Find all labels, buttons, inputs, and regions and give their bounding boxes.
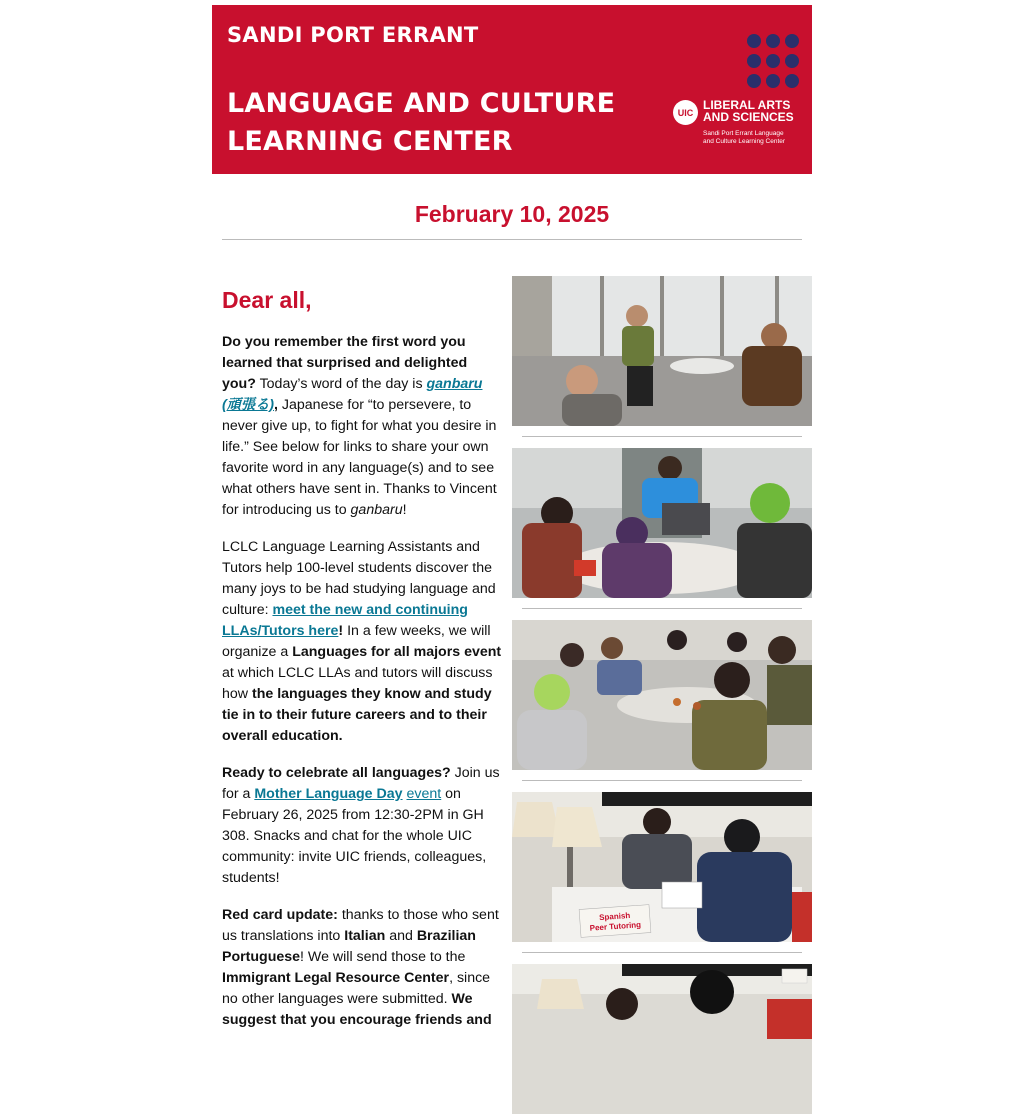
paragraph-tutors bbox=[222, 537, 504, 747]
text-bold: Immigrant Legal Resource Center bbox=[222, 970, 450, 986]
uic-logo-icon: UIC bbox=[673, 100, 698, 125]
center-title bbox=[227, 85, 615, 161]
photo-students-laptop bbox=[512, 448, 812, 598]
text: , since no other languages were submitted. bbox=[222, 970, 491, 1007]
text: LCLC Language Learning Assistants and Tutors help 100-level students discover the many joys to be had studying language and culture: bbox=[222, 539, 496, 618]
event-link[interactable]: event bbox=[406, 786, 442, 802]
text: on February 26, 2025 from 12:30-2PM in GH 308. Snacks and chat for the whole UIC community: invite UIC friends, colleagues, students! bbox=[222, 786, 487, 886]
divider bbox=[522, 780, 802, 781]
text: thanks to those who sent us translations into bbox=[222, 907, 499, 944]
text: Today’s word of the day is bbox=[255, 376, 427, 392]
tutors-link[interactable]: meet the new and continuing LLAs/Tutors here bbox=[222, 602, 468, 639]
dot-grid-icon bbox=[747, 34, 803, 90]
photo-column bbox=[512, 276, 812, 1114]
text-bold: Red card update: bbox=[222, 907, 338, 923]
text-bold: Italian bbox=[344, 928, 386, 944]
header-banner bbox=[212, 5, 812, 174]
college-name-line2: AND SCIENCES bbox=[703, 110, 794, 124]
word-question: Do you remember the first word you learned that surprised and delighted you? bbox=[222, 334, 468, 392]
sign-line1: Spanish bbox=[598, 910, 631, 923]
college-name-line1: LIBERAL ARTS bbox=[703, 98, 791, 112]
mother-language-day-link[interactable]: Mother Language Day bbox=[254, 786, 403, 802]
text: at which LCLC LLAs and tutors will discuss how bbox=[222, 665, 493, 702]
divider bbox=[522, 952, 802, 953]
divider bbox=[522, 436, 802, 437]
photo-spanish-tutoring bbox=[512, 792, 812, 942]
newsletter-date: February 10, 2025 bbox=[414, 201, 610, 227]
center-title-line1: LANGUAGE AND CULTURE bbox=[227, 88, 616, 119]
text: ! bbox=[338, 623, 344, 639]
college-name bbox=[703, 99, 794, 123]
text: and bbox=[385, 928, 417, 944]
text-bold: the languages they know and study tie in to their future careers and to their overall education. bbox=[222, 686, 492, 744]
text: Join us for a bbox=[222, 765, 500, 802]
college-subtitle-line2: and Culture Learning Center bbox=[703, 138, 786, 145]
text: , bbox=[274, 397, 278, 413]
text-bold: We suggest that you encourage friends and bbox=[222, 991, 492, 1028]
text: In a few weeks, we will organize a bbox=[222, 623, 491, 660]
photo-students-window bbox=[512, 276, 812, 426]
greeting: Dear all, bbox=[222, 287, 312, 313]
text: ! We will send those to the bbox=[300, 949, 466, 965]
paragraph-red-card bbox=[222, 905, 504, 1031]
college-subtitle bbox=[703, 130, 808, 146]
divider bbox=[522, 608, 802, 609]
text-bold: Brazilian Portuguese bbox=[222, 928, 476, 965]
divider bbox=[222, 239, 802, 240]
center-title-line2: LEARNING CENTER bbox=[227, 126, 513, 157]
paragraph-word-of-day bbox=[222, 332, 504, 521]
word-link[interactable]: ganbaru (頑張る) bbox=[222, 376, 483, 413]
text-bold: Ready to celebrate all languages? bbox=[222, 765, 451, 781]
org-name: SANDI PORT ERRANT bbox=[227, 23, 479, 47]
text: ! bbox=[402, 502, 407, 518]
paragraph-mother-language bbox=[222, 763, 504, 889]
photo-students-table bbox=[512, 620, 812, 770]
photo-students-study bbox=[512, 964, 812, 1114]
newsletter bbox=[212, 5, 812, 1028]
event-name: Languages for all majors event bbox=[292, 644, 502, 660]
text-column bbox=[222, 276, 504, 1047]
word-italic: ganbaru bbox=[350, 502, 403, 518]
sign-line2: Peer Tutoring bbox=[589, 920, 642, 933]
text: Japanese for “to persevere, to never give up, to fight for what you desire in life.” See below for links to share your own favorite word in any language(s) and to see what others have sent in. Thanks to Vincent for introducing us to bbox=[222, 397, 497, 518]
college-subtitle-line1: Sandi Port Errant Language bbox=[703, 130, 784, 137]
